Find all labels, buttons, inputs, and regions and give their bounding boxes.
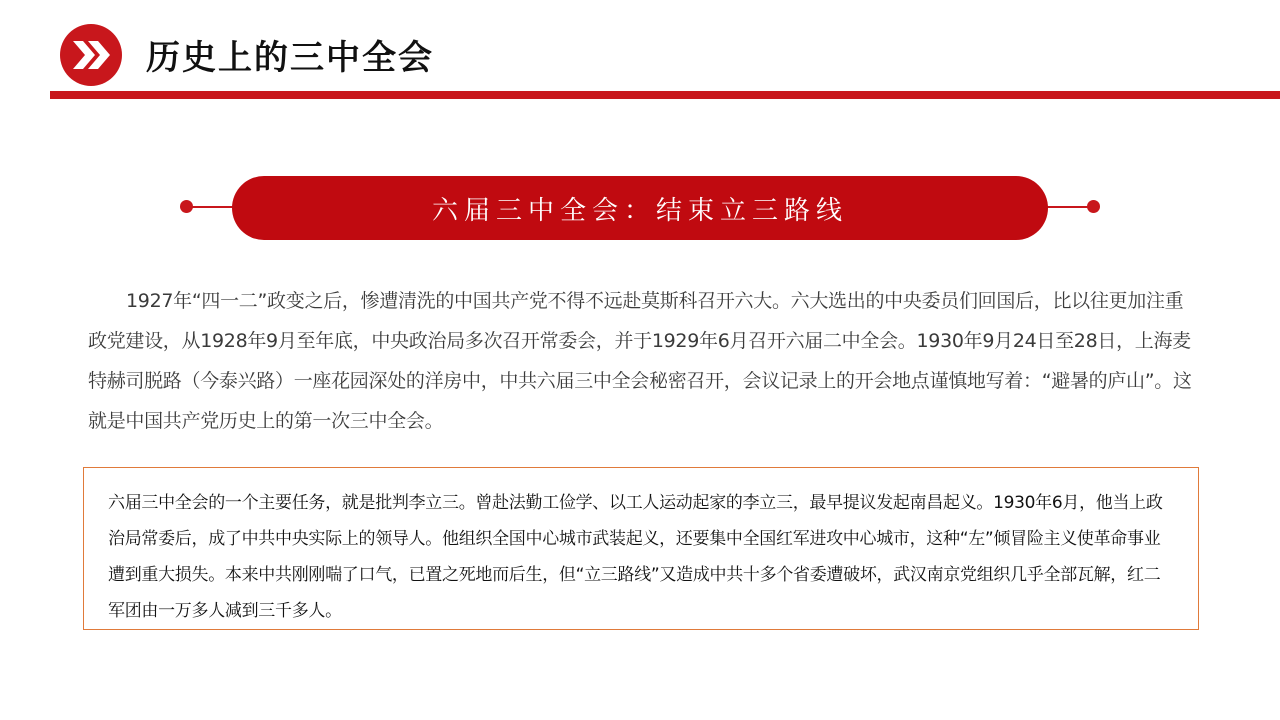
page-title: 历史上的三中全会 bbox=[146, 38, 434, 78]
header-divider bbox=[50, 91, 1280, 99]
note-paragraph: 六届三中全会的一个主要任务，就是批判李立三。曾赴法勤工俭学、以工人运动起家的李立三，最早提议发起南昌起义。1930年6月，他当上政治局常委后，成了中共中央实际上的领导人。他组织全国中心城市武装起义，还要集中全国红军进攻中心城市，这种“左”倾冒险主义使革命事业遭到重大损失。本来中共刚刚喘了口气，已置之死地而后生，但“立三路线”又造成中共十多个省委遭破坏，武汉南京党组织几乎全部瓦解，红二军团由一万多人减到三千多人。 bbox=[108, 493, 1163, 621]
section-banner-title: 六届三中全会：结束立三路线 bbox=[431, 195, 848, 226]
banner-line-left bbox=[186, 206, 238, 208]
section-banner bbox=[232, 176, 1048, 240]
banner-dot-left bbox=[180, 200, 193, 213]
double-chevron-right-icon bbox=[60, 24, 122, 86]
note-box bbox=[83, 467, 1199, 630]
banner-dot-right bbox=[1087, 200, 1100, 213]
intro-paragraph: 1927年“四一二”政变之后，惨遭清洗的中国共产党不得不远赴莫斯科召开六大。六大选出的中央委员们回国后，比以往更加注重政党建设，从1928年9月至年底，中央政治局多次召开常委会，并于1929年6月召开六届二中全会。1930年9月24日至28日，上海麦特赫司脱路（今泰兴路）一座花园深处的洋房中，中共六届三中全会秘密召开，会议记录上的开会地点谨慎地写着：“避暑的庐山”。这就是中国共产党历史上的第一次三中全会。 bbox=[88, 290, 1192, 432]
